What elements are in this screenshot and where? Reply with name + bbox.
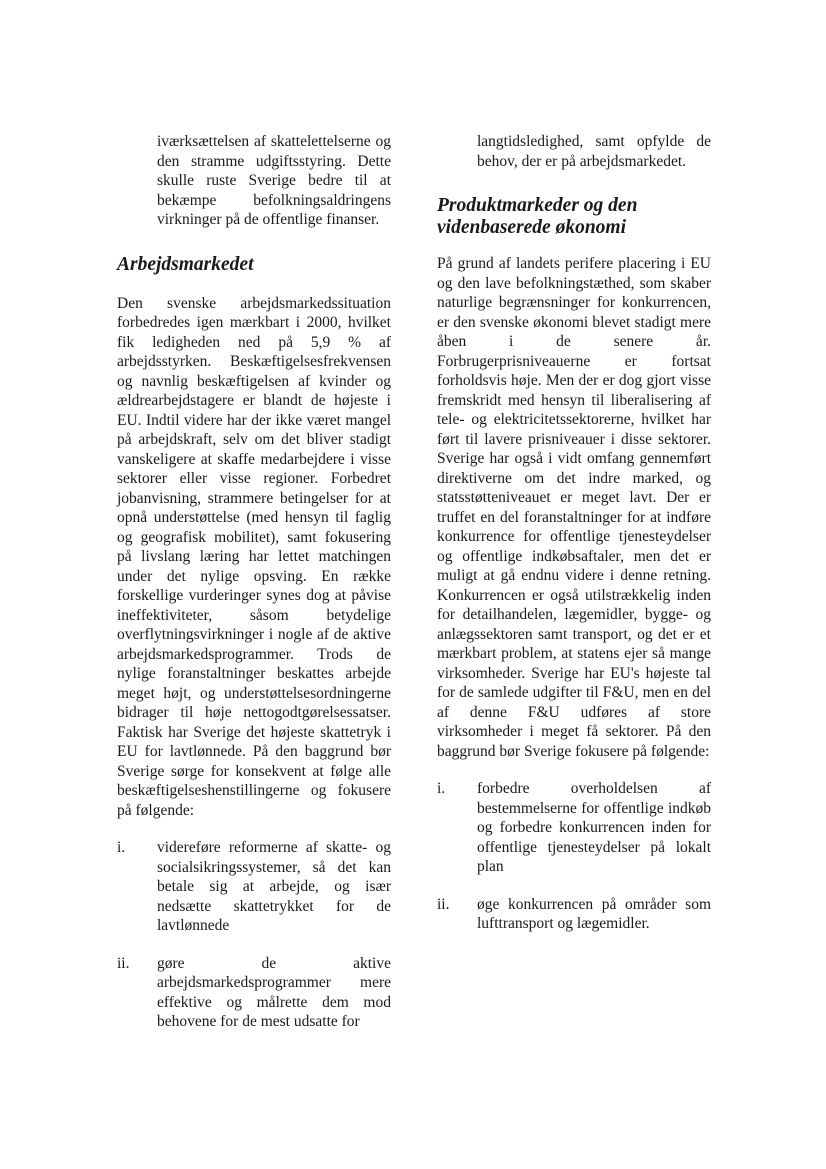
section-heading-product-markets: Produktmarkeder og den videnbaserede økonomi (437, 195, 638, 238)
section-heading-labour-market: Arbejdsmarkedet (117, 253, 254, 275)
list-item-number: ii. (117, 954, 130, 972)
list-item-text: gøre de aktive arbejdsmarkedsprogrammer mere effektive og målrette dem mod behovene for de mest udsatte for (157, 954, 391, 1030)
list-item-text: videreføre reformerne af skatte- og socialsikringssystemer, så det kan betale sig at arbejde, og især nedsætte skattetrykket for de lavtlønnede (157, 839, 391, 934)
list-item-number: i. (437, 780, 446, 797)
list-item-text: øge konkurrencen på områder som lufttransport og lægemidler. (477, 895, 711, 932)
list-item-number: i. (117, 839, 126, 856)
list-item (117, 838, 391, 936)
intro-continued-paragraph: iværksættelsen af skattelettelserne og den stramme udgiftsstyring. Dette skulle ruste Sverige bedre til at bekæmpe befolkningsaldringens virkninger på de offentlige finanser. (157, 133, 391, 228)
product-markets-paragraph: På grund af landets perifere placering i EU og den lave befolkningstæthed, som skaber naturlige begrænsninger for konkurrencen, er den svenske økonomi blevet stadigt mere åben i de senere år. Forbrugerprisniveauerne er fortsat forholdsvis høje. Men der er dog gjort visse fremskridt med hensyn til liberalisering af tele- og elektricitetssektorerne, hvilket har ført til lavere prisniveauer i disse sektorer. Sverige har også i vidt omfang gennemført direktiverne om det indre marked, og statsstøtteniveauet er meget lavt. Der er truffet en del foranstaltninger for at indføre konkurrence for offentlige tjenesteydelser og offentlige indkøbsaftaler, men det er muligt at gå endnu videre i denne retning. Konkurrencen er også utilstrækkelig inden for detailhandelen, lægemidler, bygge- og anlægssektoren samt transport, og det er et mærkbart problem, at statens ejer så mange virksomheder. Sverige har EU's højeste tal for de samlede udgifter til F&U, men en del af denne F&U udføres af store virksomheder i meget få sektorer. På den baggrund bør Sverige fokusere på følgende: (437, 255, 711, 760)
right-column (437, 132, 711, 934)
list-item (437, 779, 711, 877)
continued-paragraph: langtidsledighed, samt opfylde de behov, der er på arbejdsmarkedet. (477, 133, 711, 170)
labour-market-paragraph: Den svenske arbejdsmarkedssituation forbedredes igen mærkbart i 2000, hvilket fik ledigheden ned på 5,9 % af arbejdsstyrken. Beskæftigelsesfrekvensen og navnlig beskæftigelsen af kvinder og ældrearbejdstagere er blandt de højeste i EU. Indtil videre har der ikke været mangel på arbejdskraft, selv om det bliver stadigt vanskeligere at skaffe medarbejdere i visse sektorer eller visse regioner. Forbedret jobanvisning, strammere betingelser for at opnå understøttelse (med hensyn til faglig og geografisk mobilitet), samt fokusering på livslang læring har lettet matchingen under det nylige opsving. En række forskellige vurderinger synes dog at påvise ineffektiviteter, såsom betydelige overflytningsvirkninger i nogle af de aktive arbejdsmarkedsprogrammer. Trods de nylige foranstaltninger beskattes arbejde meget højt, og understøttelsesordningerne bidrager til høje nettogodtgørelsessatser. Faktisk har Sverige det højeste skattetryk i EU for lavtlønnede. På den baggrund bør Sverige sørge for konsekvent at følge alle beskæftigelseshenstillingerne og fokusere på følgende: (117, 294, 391, 819)
list-item-number: ii. (437, 895, 450, 913)
list-item-text: forbedre overholdelsen af bestemmelserne for offentlige indkøb og forbedre konkurrencen inden for offentlige tjenesteydelser på lokalt plan (477, 780, 711, 875)
list-item (437, 895, 711, 934)
list-item (117, 954, 391, 1032)
left-column (117, 132, 391, 1032)
